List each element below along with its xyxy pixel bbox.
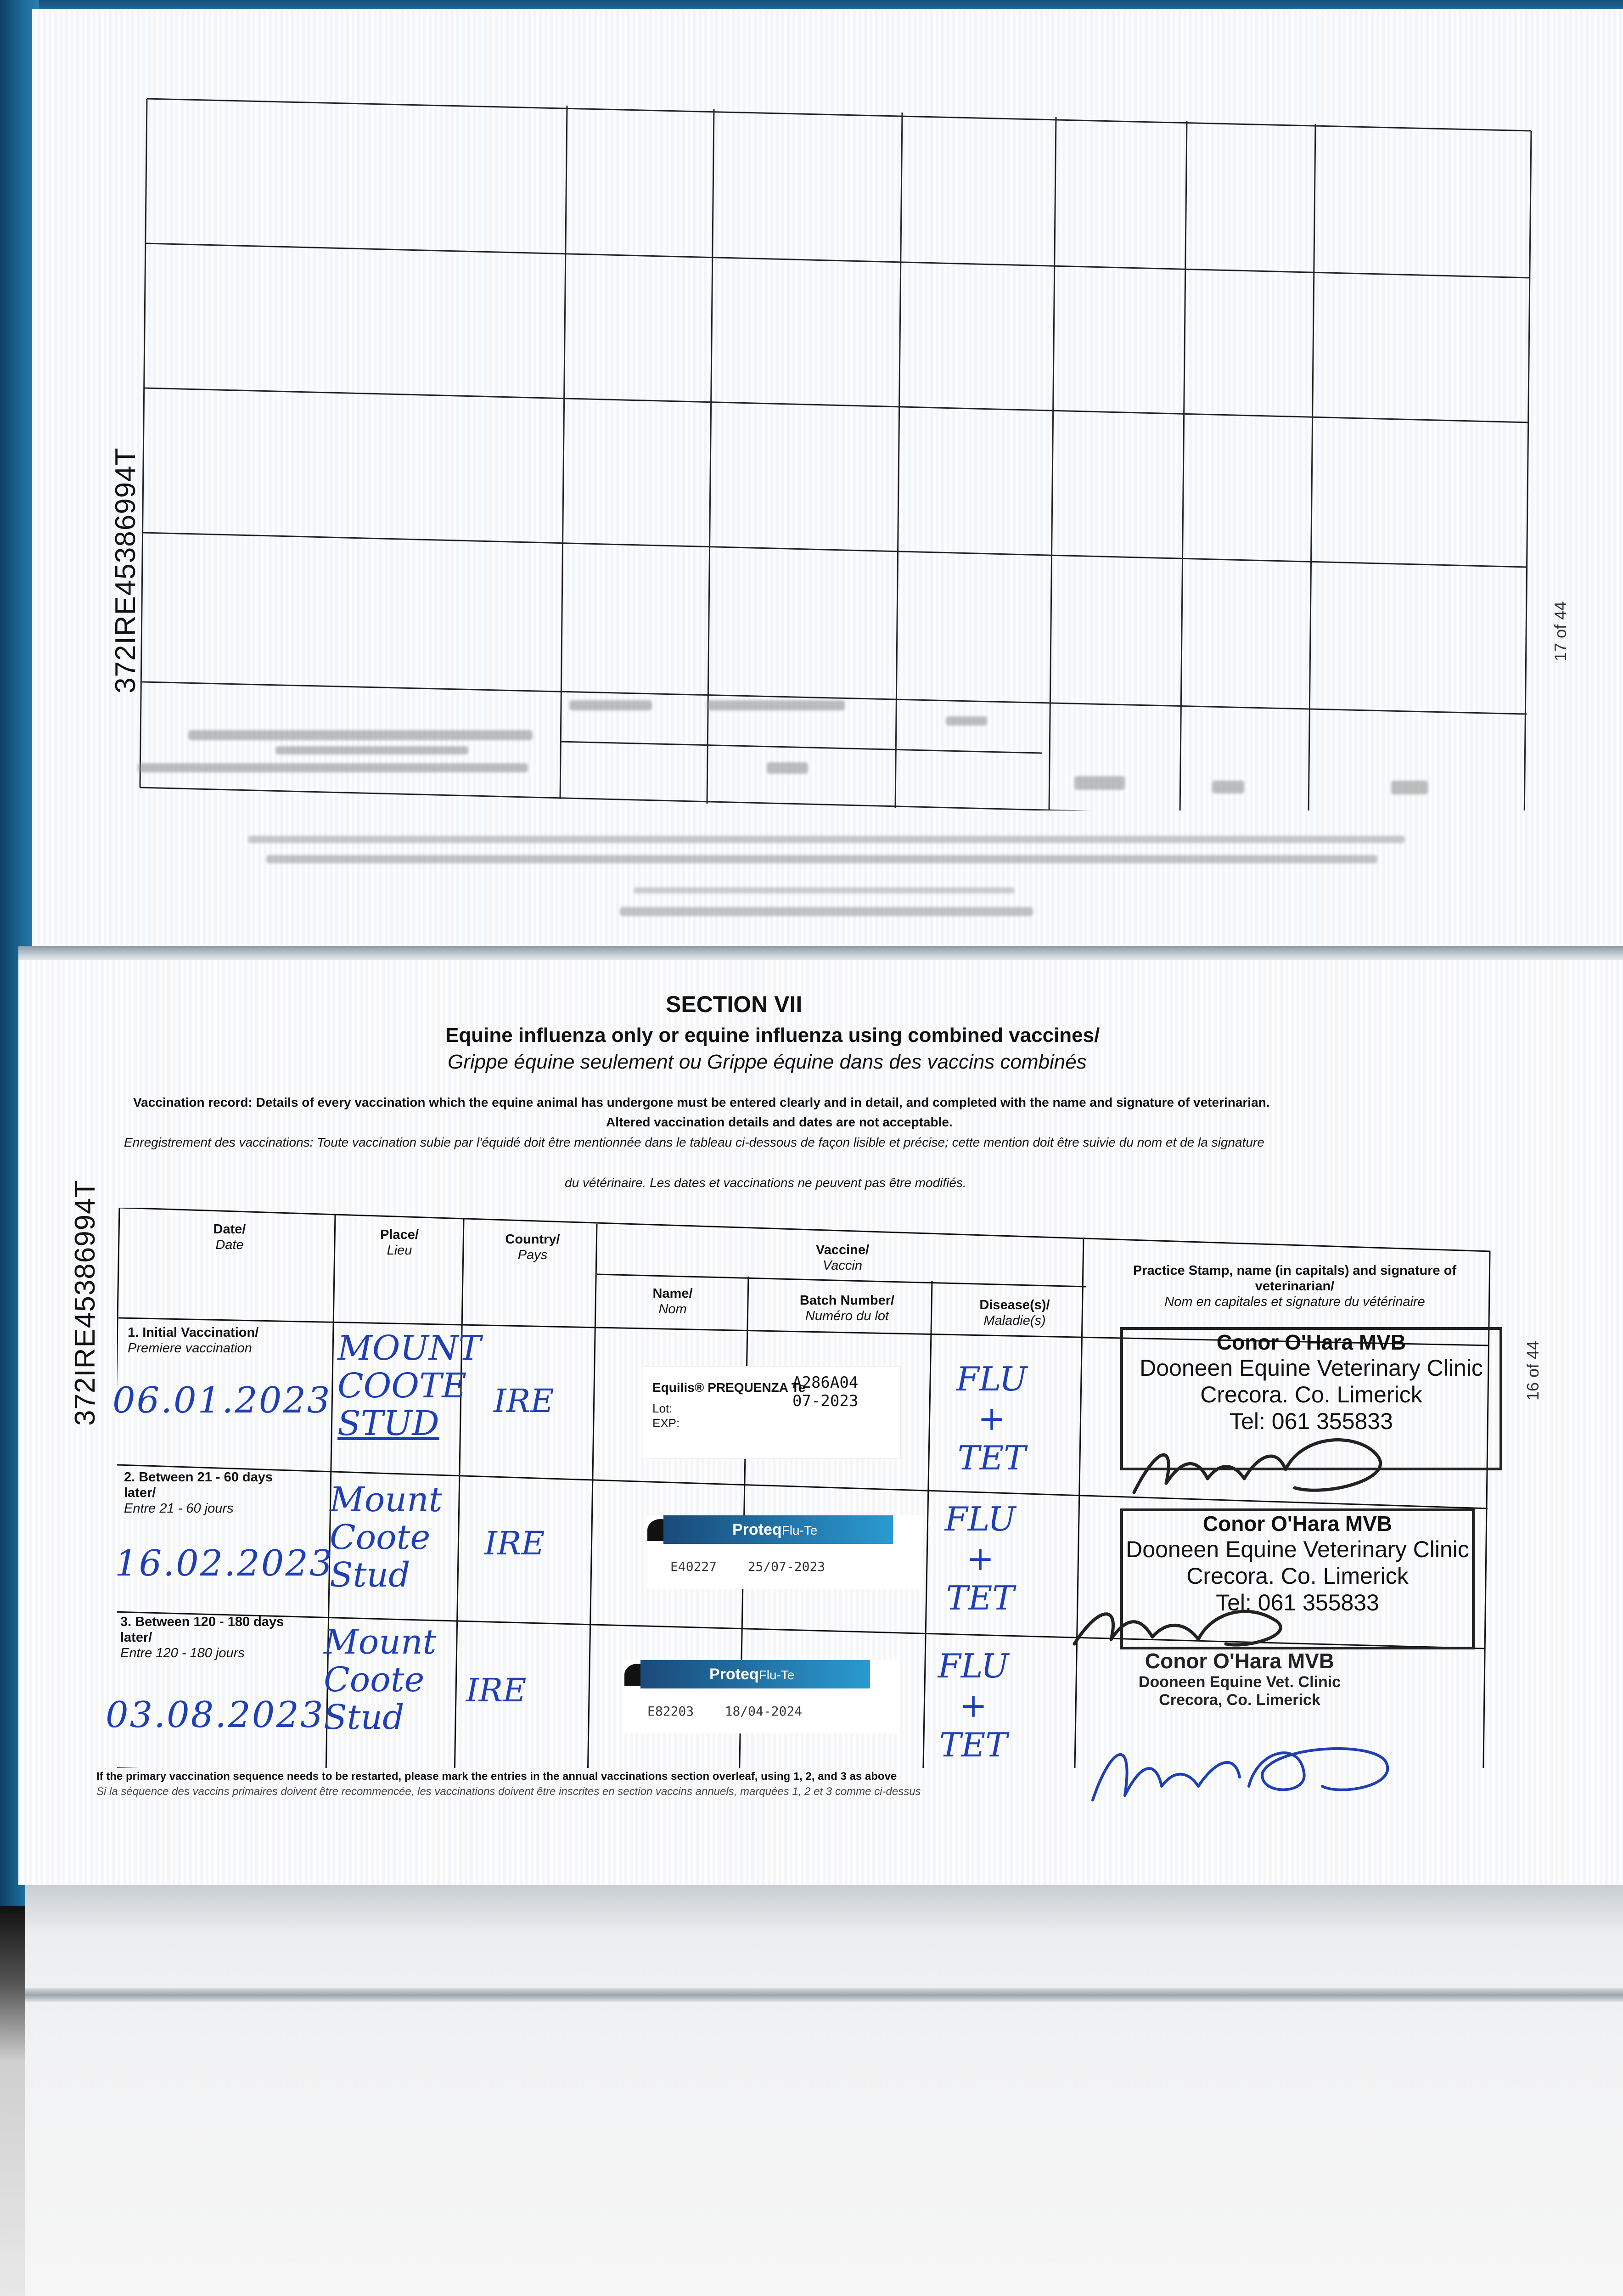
row-1-address: Crecora. Co. Limerick <box>1200 1382 1422 1407</box>
row-1-tel: Tel: 061 355833 <box>1230 1408 1393 1434</box>
header-batch-en: Batch Number/ <box>799 1293 895 1308</box>
row-1-batch: A286A04 <box>792 1373 859 1392</box>
row-3-address: Crecora, Co. Limerick <box>1159 1691 1320 1709</box>
header-date-fr: Date <box>215 1238 244 1252</box>
footnote-fr: Si la séquence des vaccins primaires doivent être recommencée, les vaccinations doivent être inscrites en section vaccins annuels, marquées 1, 2 et 3 comme ci-dessus <box>96 1785 921 1798</box>
vaccination-record-note-en-2: Altered vaccination details and dates are not acceptable. <box>606 1115 953 1129</box>
row-2-label-fr: Entre 21 - 60 jours <box>124 1501 234 1516</box>
section-title: SECTION VII <box>666 991 803 1017</box>
row-3-label-en: 3. Between 120 - 180 days later/ <box>120 1615 284 1645</box>
row-1-place <box>337 1329 481 1442</box>
row-3-vaccine-label <box>624 1660 900 1733</box>
header-batch <box>781 1293 914 1324</box>
row-3-disease-line: FLU <box>938 1647 1009 1685</box>
row-2-vet-name: Conor O'Hara MVB <box>1202 1512 1393 1536</box>
row-1-expiry: 07-2023 <box>792 1392 859 1410</box>
print-through <box>707 700 845 710</box>
header-practice-stamp <box>1097 1263 1492 1310</box>
row-1-signature <box>1120 1428 1405 1506</box>
row-3-disease <box>927 1646 1019 1765</box>
header-country-fr: Pays <box>517 1248 548 1262</box>
row-1-disease-line: TET <box>957 1439 1026 1477</box>
row-1-lot-label: Lot: <box>652 1401 673 1415</box>
header-vaccine-en: Vaccine/ <box>815 1243 870 1257</box>
row-2-disease-line: TET <box>946 1579 1015 1617</box>
print-through <box>1391 781 1428 794</box>
row-1-place-line: MOUNT <box>337 1328 481 1368</box>
header-date <box>197 1221 262 1253</box>
header-batch-fr: Numéro du lot <box>805 1309 889 1323</box>
row-2-label <box>124 1469 289 1516</box>
header-date-en: Date/ <box>213 1222 246 1237</box>
row-2-date: 16.02.2023 <box>115 1543 334 1584</box>
row-3-expiry: 18/04-2024 <box>724 1704 803 1719</box>
header-stamp-en: Practice Stamp, name (in capitals) and signature of veterinarian/ <box>1133 1263 1457 1294</box>
row-3-label <box>120 1614 286 1661</box>
back-cover <box>25 1885 1623 2296</box>
row-2-place-line: Stud <box>330 1555 410 1595</box>
row-1-place-line: STUD <box>337 1404 439 1443</box>
row-1-country: IRE <box>494 1382 554 1420</box>
print-through <box>248 836 1405 843</box>
row-1-disease <box>946 1359 1038 1478</box>
header-vaccine <box>803 1242 882 1273</box>
row-1-vaccine-name: Equilis® PREQUENZA Te <box>652 1380 806 1395</box>
row-2-expiry: 25/07-2023 <box>747 1559 826 1574</box>
row-3-place <box>324 1623 436 1736</box>
header-place-fr: Lieu <box>387 1243 412 1258</box>
print-through <box>138 763 528 772</box>
print-through <box>275 746 468 754</box>
cover-edge-dark <box>0 1906 25 2296</box>
print-through <box>266 855 1377 863</box>
header-name-en: Name/ <box>652 1286 693 1301</box>
row-2-signature <box>1065 1593 1350 1658</box>
row-2-label-en: 2. Between 21 - 60 days later/ <box>124 1470 273 1500</box>
row-3-vaccine-suffix: Flu-Te <box>758 1668 795 1682</box>
row-2-batch: E40227 <box>670 1559 717 1574</box>
print-through <box>569 700 652 710</box>
row-2-clinic: Dooneen Equine Veterinary Clinic <box>1126 1536 1469 1562</box>
header-stamp-fr: Nom en capitales et signature du vétérinaire <box>1164 1294 1425 1309</box>
row-2-country: IRE <box>484 1525 545 1562</box>
print-through <box>634 887 1015 894</box>
row-3-clinic: Dooneen Equine Vet. Clinic <box>1138 1673 1341 1691</box>
row-3-vet-name: Conor O'Hara MVB <box>1145 1649 1335 1673</box>
print-through <box>1074 776 1125 790</box>
row-2-disease-line: FLU <box>944 1500 1016 1538</box>
row-1-vet-name: Conor O'Hara MVB <box>1216 1330 1406 1354</box>
passport-id-upper: 372IRE45386994T <box>110 447 141 693</box>
header-place-en: Place/ <box>380 1227 419 1242</box>
print-through <box>946 716 987 726</box>
passport-id-lower: 372IRE45386994T <box>69 1180 101 1426</box>
row-3-vaccine-brand: Proteq <box>709 1666 759 1683</box>
cover-crease <box>25 1988 1623 2002</box>
row-3-disease-line: + <box>959 1686 988 1725</box>
row-1-label-en: 1. Initial Vaccination/ <box>128 1325 259 1340</box>
header-name-fr: Nom <box>658 1302 687 1317</box>
row-2-tel: Tel: 061 355833 <box>1216 1590 1379 1615</box>
section-subtitle-fr: Grippe équine seulement ou Grippe équine dans des vaccins combinés <box>448 1051 1087 1073</box>
row-1-disease-line: + <box>977 1399 1006 1438</box>
header-vaccine-fr: Vaccin <box>823 1258 862 1273</box>
section-subtitle-en: Equine influenza only or equine influenza using combined vaccines/ <box>445 1024 1100 1047</box>
row-3-disease-line: TET <box>939 1726 1008 1764</box>
row-2-address: Crecora. Co. Limerick <box>1186 1563 1409 1589</box>
row-1-exp-label: EXP: <box>652 1416 680 1430</box>
row-3-place-line: Mount <box>324 1622 437 1662</box>
row-2-vaccine-brand-bar <box>663 1515 893 1544</box>
header-country-en: Country/ <box>505 1232 560 1247</box>
page-number-upper: 17 of 44 <box>1551 601 1570 661</box>
print-through <box>767 762 808 774</box>
print-through <box>620 907 1033 916</box>
row-1-date: 06.01.2023 <box>112 1380 331 1421</box>
row-2-batch-line <box>670 1559 825 1574</box>
footnote-en: If the primary vaccination sequence needs to be restarted, please mark the entries in the annual vaccinations section overleaf, using 1, 2, and 3 as above <box>96 1770 897 1783</box>
row-1-label <box>128 1325 302 1356</box>
row-2-vaccine-brand: Proteq <box>732 1521 782 1538</box>
header-disease-fr: Maladie(s) <box>983 1313 1046 1328</box>
header-place <box>367 1227 432 1258</box>
row-2-place-line: Mount <box>330 1480 443 1519</box>
row-3-date: 03.08.2023 <box>106 1694 325 1736</box>
header-disease-en: Disease(s)/ <box>979 1298 1050 1312</box>
row-1-vaccine-label <box>643 1366 901 1459</box>
row-3-batch-line <box>647 1704 802 1719</box>
vaccination-record-note-fr: Enregistrement des vaccinations: Toute vaccination subie par l'équidé doit être mentionnée dans le tableau ci-dessous de façon lisible et précise; cette mention doit être suivie du nom et de la signature <box>124 1135 1264 1149</box>
row-3-signature <box>1084 1731 1405 1809</box>
row-2-place <box>330 1481 442 1594</box>
row-2-disease <box>934 1499 1026 1618</box>
header-name <box>638 1286 707 1317</box>
row-2-vaccine-suffix: Flu-Te <box>781 1523 818 1537</box>
print-through <box>1212 781 1244 793</box>
vaccination-record-note-en: Vaccination record: Details of every vaccination which the equine animal has undergone must be entered clearly and in detail, and completed with the name and signature of veterinarian. <box>133 1095 1270 1109</box>
row-3-place-line: Stud <box>324 1698 404 1737</box>
row-3-label-fr: Entre 120 - 180 jours <box>120 1646 245 1660</box>
row-3-vaccine-brand-bar <box>640 1660 870 1688</box>
print-through <box>188 730 533 740</box>
row-1-label-fr: Premiere vaccination <box>128 1341 252 1356</box>
header-country <box>498 1232 567 1263</box>
header-disease <box>960 1297 1070 1328</box>
row-3-batch: E82203 <box>647 1704 694 1719</box>
row-3-place-line: Coote <box>324 1660 425 1699</box>
row-2-vaccine-label <box>647 1515 923 1589</box>
row-1-clinic: Dooneen Equine Veterinary Clinic <box>1140 1355 1483 1381</box>
vaccination-record-note-fr-2: du vétérinaire. Les dates et vaccinations ne peuvent pas être modifiés. <box>565 1176 966 1190</box>
row-2-disease-line: + <box>966 1539 994 1578</box>
row-3-country: IRE <box>466 1671 527 1709</box>
row-1-disease-line: FLU <box>956 1360 1028 1398</box>
row-1-place-line: COOTE <box>337 1366 467 1406</box>
row-2-place-line: Coote <box>330 1518 431 1557</box>
page-number-lower: 16 of 44 <box>1523 1340 1542 1401</box>
